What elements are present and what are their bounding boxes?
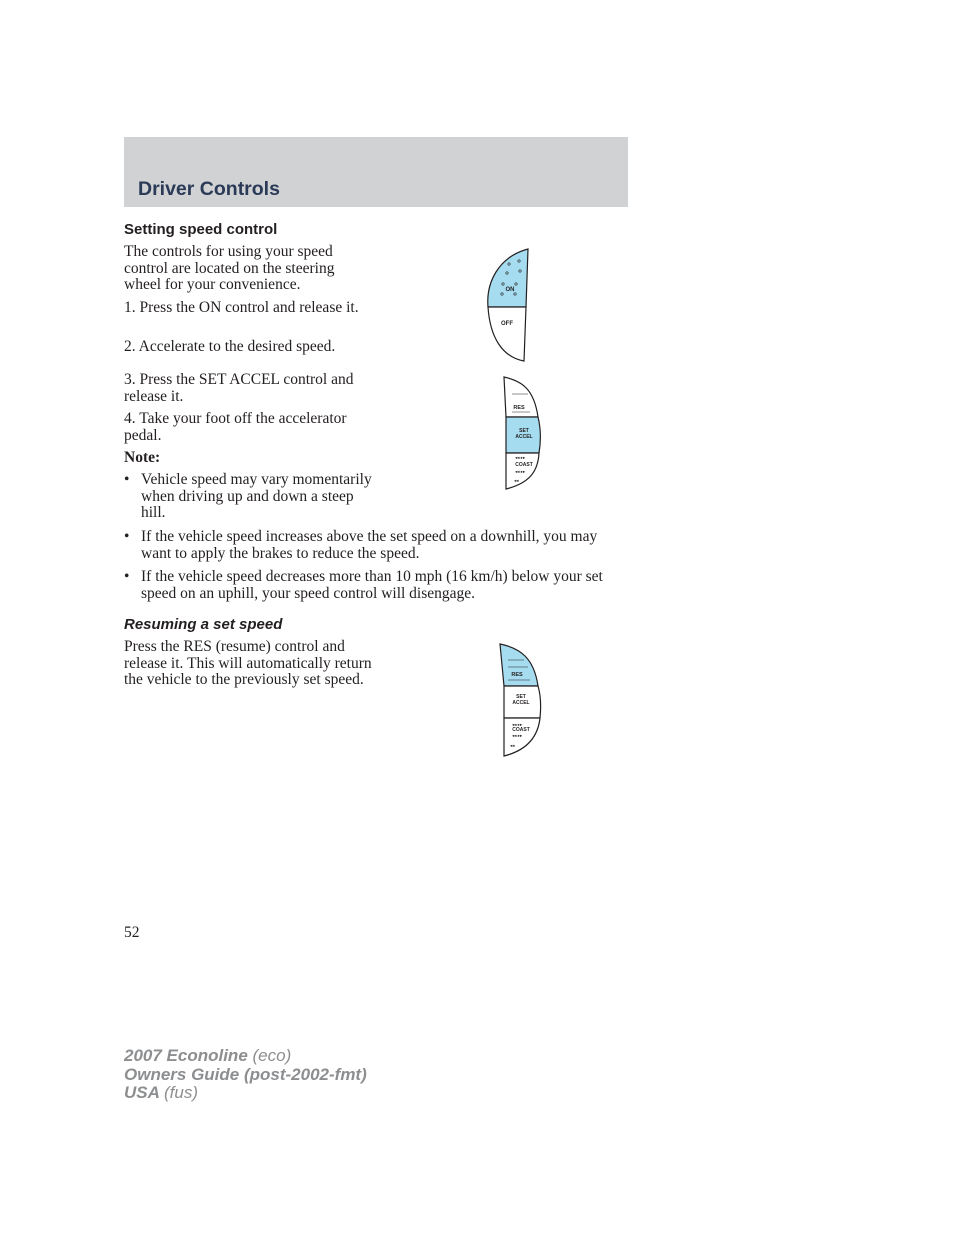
coast-arrows: ◂◂ bbox=[510, 743, 515, 748]
set-label: SET bbox=[519, 428, 529, 434]
footer-model: 2007 Econoline bbox=[124, 1046, 248, 1065]
off-label: OFF bbox=[501, 321, 513, 327]
coast-label: COAST bbox=[512, 727, 530, 733]
step-4-text: 4. Take your foot off the accelerator pedal. bbox=[124, 410, 347, 444]
note-bullet-text: If the vehicle speed decreases more than 10 mph (16 km/h) below your set speed on an uphill, your speed control will disengage. bbox=[141, 568, 603, 602]
coast-arrows: ◂◂ ▸▸ bbox=[512, 722, 523, 727]
footer-model-code: (eco) bbox=[252, 1046, 292, 1065]
note-bullet-text: If the vehicle speed increases above the set speed on a downhill, you may want to apply the brakes to reduce the speed. bbox=[141, 528, 598, 562]
bullet-marker: • bbox=[124, 471, 130, 488]
note-bullet-2 bbox=[124, 529, 619, 562]
res-button bbox=[500, 644, 538, 686]
coast-arrows: ◂◂ ▸▸ bbox=[515, 455, 526, 460]
accel-label: ACCEL bbox=[515, 434, 533, 440]
coast-label: COAST bbox=[515, 462, 533, 468]
coast-arrows: ◂◂ bbox=[514, 478, 519, 483]
on-off-control-figure bbox=[480, 243, 540, 367]
note-bullet-3 bbox=[124, 569, 619, 602]
setting-speed-control-heading: Setting speed control bbox=[124, 221, 278, 238]
note-bullet-text: Vehicle speed may vary momentarily when driving up and down a steep hill. bbox=[141, 471, 372, 521]
footer-market-code: (fus) bbox=[164, 1083, 198, 1102]
set-label: SET bbox=[516, 694, 526, 700]
coast-arrows: ◂◂ ▸▸ bbox=[515, 469, 526, 474]
footer-line-1 bbox=[124, 1047, 367, 1066]
bullet-marker: • bbox=[124, 528, 130, 545]
step-1-text: 1. Press the ON control and release it. bbox=[124, 299, 359, 316]
page-number: 52 bbox=[124, 924, 140, 941]
res-label: RES bbox=[513, 405, 525, 411]
section-title: Driver Controls bbox=[138, 178, 280, 200]
accel-label: ACCEL bbox=[512, 700, 530, 706]
setting-intro-text: The controls for using your speed control are located on the steering wheel for your convenience. bbox=[124, 243, 335, 293]
note-bullet-1 bbox=[124, 472, 376, 522]
resume-text: Press the RES (resume) control and release it. This will automatically return the vehicle to the previously set speed. bbox=[124, 638, 372, 688]
step-2-text: 2. Accelerate to the desired speed. bbox=[124, 338, 336, 355]
set-accel-control-figure bbox=[500, 373, 548, 493]
footer-line-2: Owners Guide (post-2002-fmt) bbox=[124, 1064, 367, 1084]
footer-market: USA bbox=[124, 1083, 160, 1102]
resuming-set-speed-heading: Resuming a set speed bbox=[124, 616, 283, 633]
res-label: RES bbox=[511, 672, 523, 678]
resume-control-figure bbox=[496, 640, 546, 760]
note-label: Note: bbox=[124, 449, 161, 466]
on-label: ON bbox=[505, 287, 515, 293]
off-button bbox=[488, 307, 526, 361]
step-3-text: 3. Press the SET ACCEL control and release it. bbox=[124, 371, 354, 405]
on-button bbox=[488, 249, 528, 307]
coast-arrows: ◂◂ ▸▸ bbox=[512, 733, 523, 738]
document-footer bbox=[124, 1047, 367, 1103]
res-button bbox=[504, 377, 538, 417]
footer-line-3 bbox=[124, 1084, 367, 1103]
bullet-marker: • bbox=[124, 568, 130, 585]
